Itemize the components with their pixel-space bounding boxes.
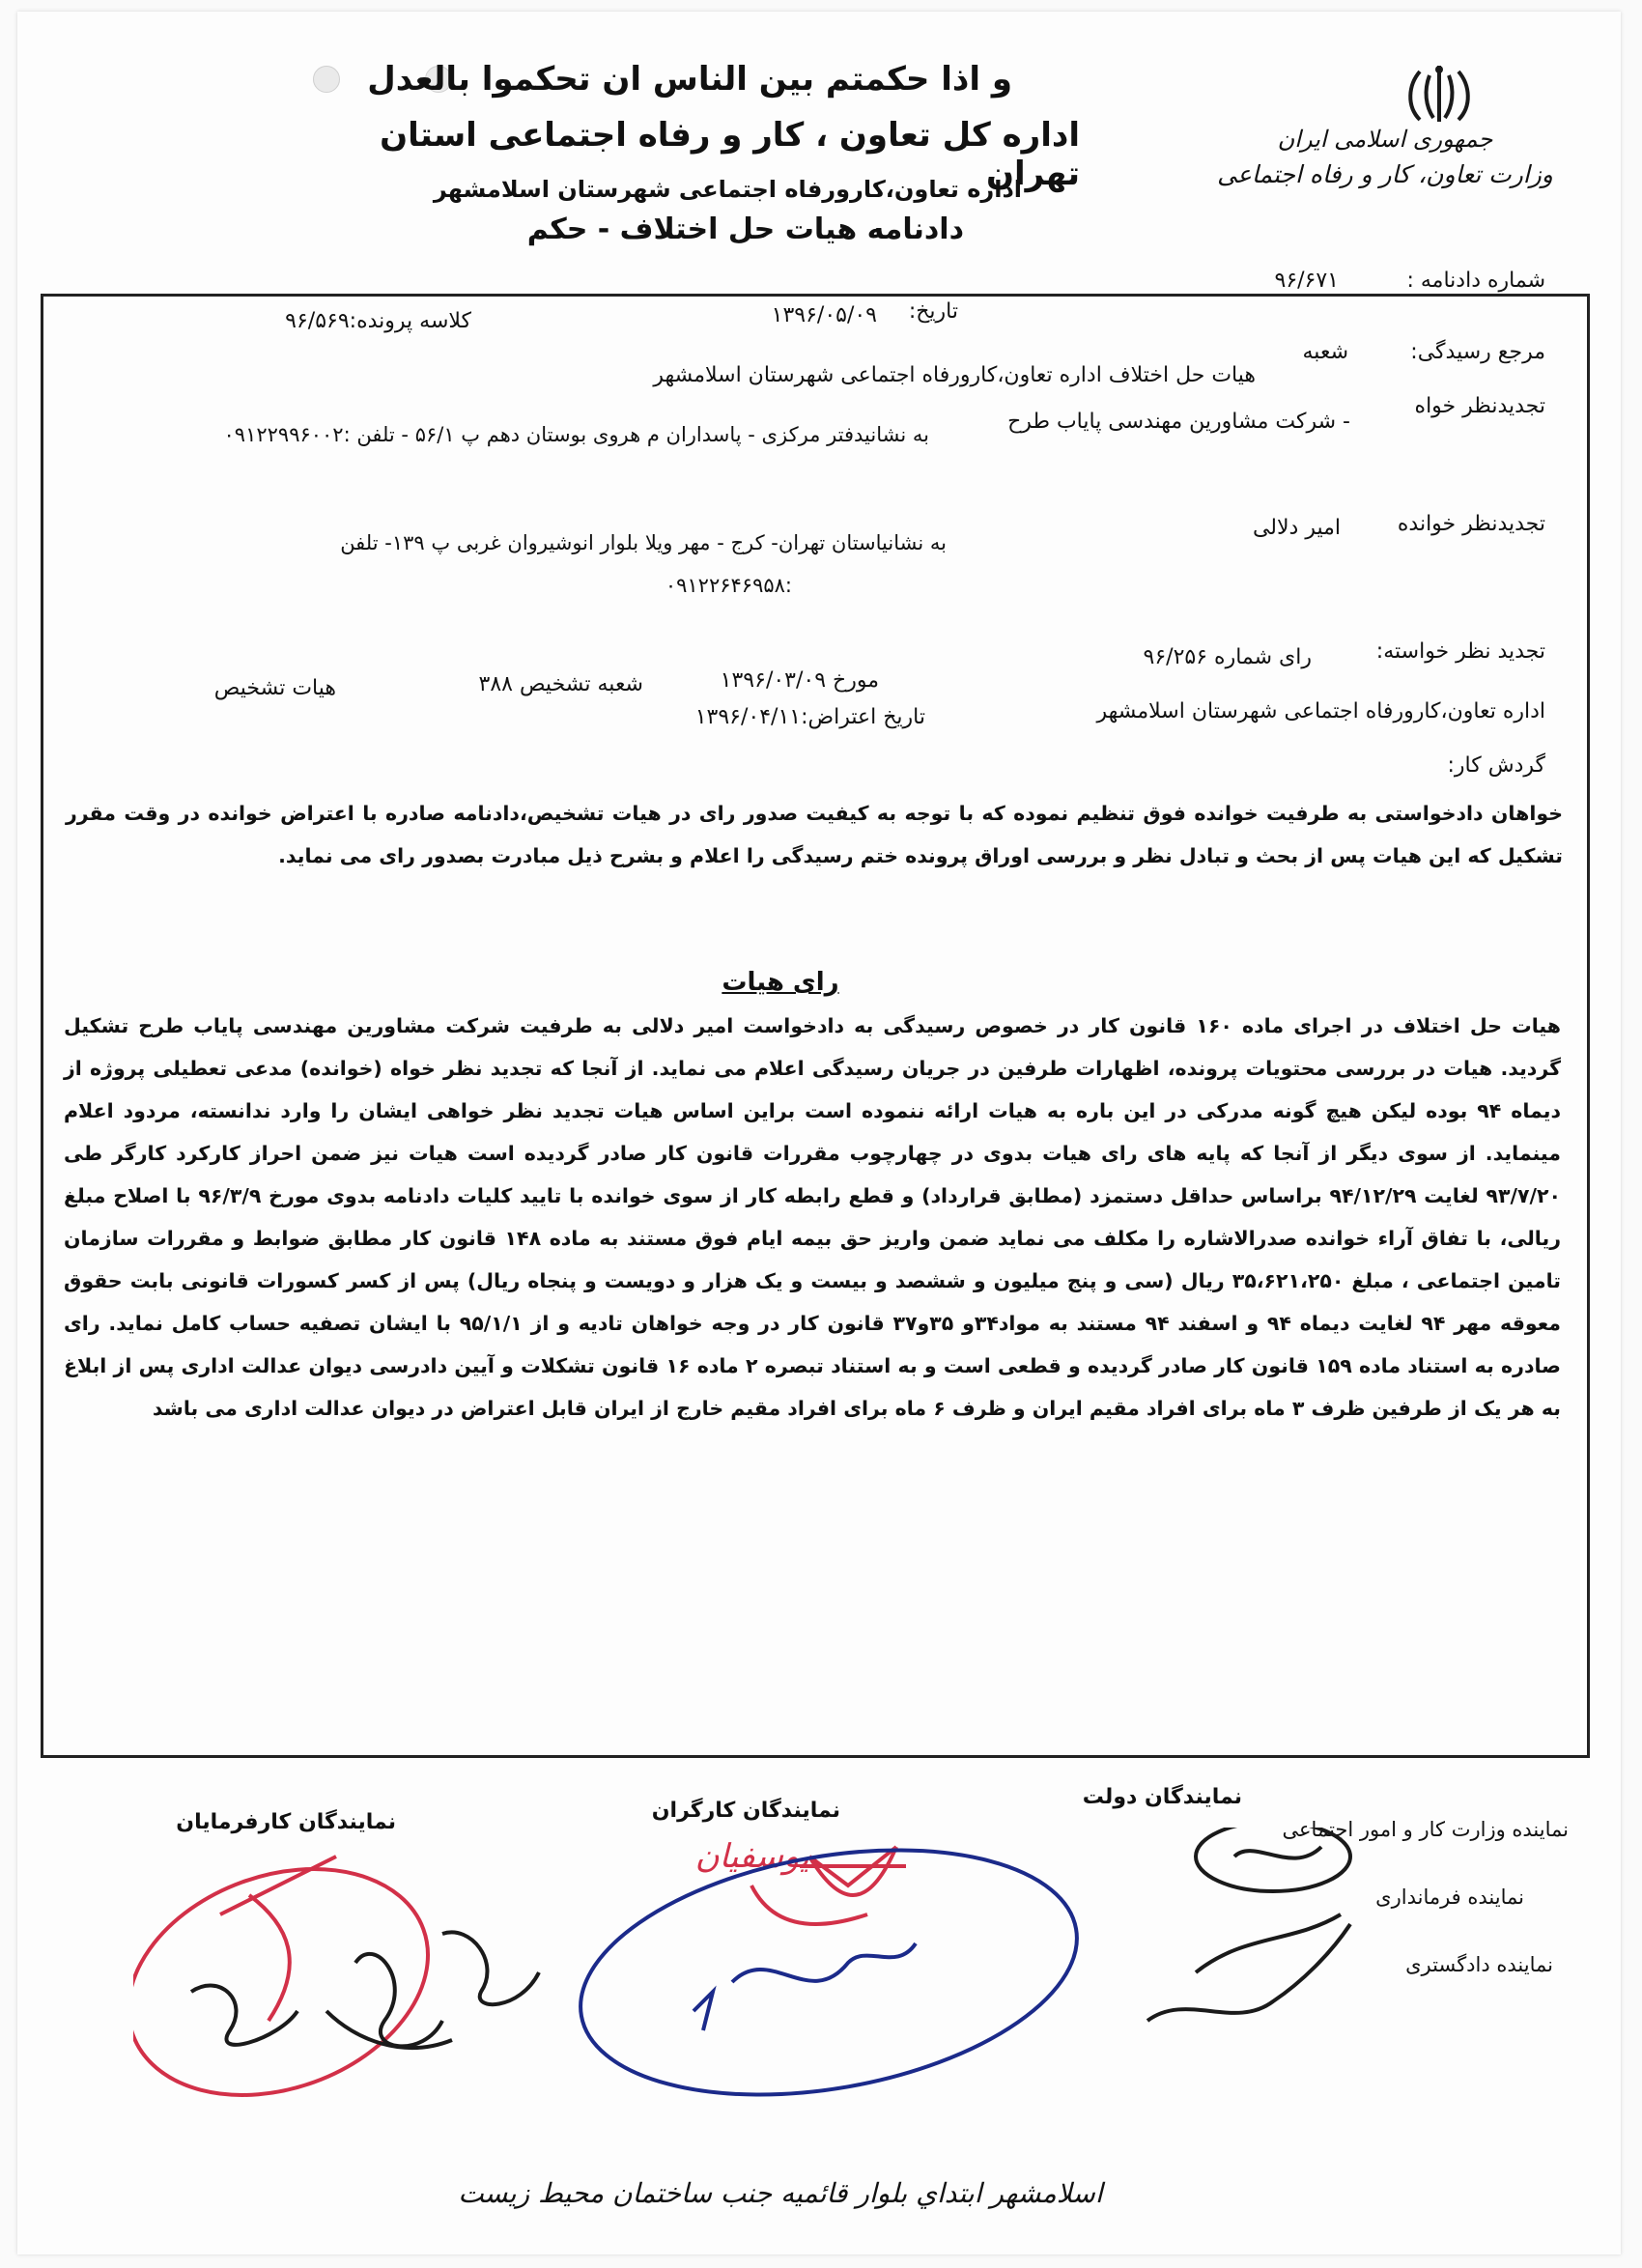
ruling-text: هیات حل اختلاف در اجرای ماده ۱۶۰ قانون کار در خصوص رسیدگی به دادخواست امیر دلالی به طرفیت شرکت مشاورین مهندسی پایاب طرح تشکیل گردید. هیات در بررسی محتویات پرونده، اظهارات طرفین در جریان رسیدگی اعلام می نماید. از آنجا که تجدید نظر خواه (خوانده) مدعی تعطیلی پروژه از دیماه ۹۴ بوده لیکن هیچ گونه مدرکی در این باره به هیات ارائه ننموده است براین اساس هیات تجدید نظر خواهی ایشان را وارد ندانسته، مردود اعلام مینماید. از سوی دیگر از آنجا که پایه های رای هیات بدوی در چهارچوب مقررات قانون کار صادر گردیده است هیات نیز ضمن احراز کارکرد کارگر طی ۹۳/۷/۲۰ لغایت ۹۴/۱۲/۲۹ براساس حداقل دستمزد (مطابق قرارداد) و قطع رابطه کار از سوی خوانده با تایید کلیات دادنامه بدوی مورخ ۹۶/۳/۹ با اصلاح مبلغ ریالی، با تفاق آراء خوانده صدرالاشاره را مکلف می نماید ضمن واریز حق بیمه ایام فوق مستند به ماده ۱۴۸ قانون کار مطابق ضوابط و مقررات سازمان تامین اجتماعی ، مبلغ ۳۵،۶۲۱،۲۵۰ ریال (سی و پنج میلیون و ششصد و بیست و یک هزار و دویست و پنجاه ریال) پس از کسر کسورات قانونی بابت حقوق معوقه مهر ۹۴ لغایت دیماه ۹۴ و اسفند ۹۴ مستند به مواد۳۴و ۳۵و۳۷ قانون کار در وجه خواهان تادیه و از ۹۵/۱/۱ با ایشان تصفیه حساب کامل نماید. رای صادره به استناد ماده ۱۵۹ قانون کار صادر گردیده و قطعی است و به استناد تبصره ۲ ماده ۱۶ قانون تشکلات و آیین دادرسی دیوان عدالت اداری پس از ابلاغ به هر یک از طرفین ظرف ۳ ماه برای افراد مقیم ایران و ظرف ۶ ماه برای افراد مقیم خارج از ایران قابل اعتراض در دیوان عدالت اداری می باشد bbox=[64, 1014, 1562, 1420]
judiciary-rep-label: نماینده دادگستری bbox=[1405, 1953, 1553, 1976]
worker-reps-label: نمایندگان کارگران bbox=[651, 1799, 840, 1823]
document-title: دادنامه هیات حل اختلاف - حکم bbox=[526, 213, 964, 246]
handwritten-name: یوسفیان bbox=[694, 1837, 809, 1876]
header-verse: و اذا حکمتم بین الناس ان تحکموا بالعدل bbox=[367, 60, 1012, 99]
verdict-number-label: شماره دادنامه : bbox=[1406, 269, 1545, 293]
header-office-sub: اداره تعاون،کارورفاه اجتماعی شهرستان اسلامشهر bbox=[433, 176, 1022, 203]
employer-reps-label: نمایندگان کارفرمایان bbox=[176, 1810, 396, 1834]
authority-value: هیات حل اختلاف اداره تعاون،کارورفاه اجتماعی شهرستان اسلامشهر bbox=[653, 363, 1256, 387]
file-class: کلاسه پرونده:۹۶/۵۶۹ bbox=[285, 309, 471, 333]
appellant-label: تجدیدنظر خواه bbox=[1414, 394, 1545, 418]
appeal-dated: مورخ ۱۳۹۶/۰۳/۰۹ bbox=[720, 668, 879, 693]
governorate-rep-label: نماینده فرمانداری bbox=[1375, 1885, 1524, 1909]
date-label: تاریخ: bbox=[908, 299, 958, 324]
process-label: گردش کار: bbox=[1447, 753, 1545, 778]
process-text: خواهان دادخواستی به طرفیت خوانده فوق تنظیم نموده که با توجه به کیفیت صدور رای در هیات تشخیص،دادنامه صادره با اعتراض خوانده در وقت مقرر تشکیل که این هیات پس از بحث و تبادل نظر و بررسی اوراق پرونده ختم رسیدگی را اعلام و بشرح ذیل مبادرت بصدور رای می نماید. bbox=[66, 802, 1563, 867]
respondent-label: تجدیدنظر خوانده bbox=[1397, 512, 1545, 536]
signatures-drawing bbox=[133, 1828, 1563, 2117]
appeal-objection-date: تاریخ اعتراض:۱۳۹۶/۰۴/۱۱ bbox=[694, 705, 925, 729]
appeal-issuer: اداره تعاون،کارورفاه اجتماعی شهرستان اسلامشهر bbox=[1096, 699, 1545, 723]
employer-black-signature bbox=[191, 1932, 539, 2048]
respondent-address-2: :۰۹۱۲۲۶۴۶۹۵۸ bbox=[665, 574, 792, 597]
employer-red-signature bbox=[133, 1829, 460, 2117]
authority-branch: شعبه bbox=[1302, 340, 1348, 364]
appeal-board: هیات تشخیص bbox=[213, 676, 336, 700]
government-reps-label: نمایندگان دولت bbox=[1082, 1785, 1242, 1809]
appeal-label: تجدید نظر خواسته: bbox=[1375, 639, 1545, 664]
footer-address: اسلامشهر ابتداي بلوار قائمیه جنب ساختمان محیط زیست bbox=[458, 2177, 1103, 2209]
appellant-name: - شرکت مشاورین مهندسی پایاب طرح bbox=[1007, 410, 1350, 434]
logo-line-1: جمهوری اسلامی ایران bbox=[1277, 126, 1493, 153]
appeal-ruling: رای شماره ۹۶/۲۵۶ bbox=[1143, 645, 1312, 669]
verdict-number: ۹۶/۶۷۱ bbox=[1274, 269, 1339, 293]
ruling-title: رای هیات bbox=[722, 968, 839, 997]
government-black-signature bbox=[1147, 1828, 1350, 2021]
appellant-address: به نشانیدفتر مرکزی - پاسداران م هروی بوستان دهم پ ۵۶/۱ - تلفن :۰۹۱۲۲۹۹۶۰۰۲ bbox=[223, 423, 929, 446]
document-page bbox=[17, 12, 1621, 2254]
respondent-address-1: به نشانیاستان تهران- کرج - مهر ویلا بلوار انوشیروان غربی پ ۱۳۹- تلفن bbox=[340, 531, 947, 554]
logo-line-2: وزارت تعاون، کار و رفاه اجتماعی bbox=[1217, 160, 1553, 188]
authority-label: مرجع رسیدگی: bbox=[1410, 340, 1545, 364]
appeal-branch: شعبه تشخیص ۳۸۸ bbox=[478, 672, 643, 696]
respondent-name: امیر دلالی bbox=[1252, 516, 1341, 540]
date-value: ۱۳۹۶/۰۵/۰۹ bbox=[771, 303, 877, 327]
ministry-rep-label: نماینده وزارت کار و امور اجتماعی bbox=[1282, 1818, 1569, 1841]
header-office-main: اداره کل تعاون ، کار و رفاه اجتماعی استان تهران bbox=[380, 116, 1080, 193]
worker-red-signature bbox=[751, 1847, 906, 1924]
